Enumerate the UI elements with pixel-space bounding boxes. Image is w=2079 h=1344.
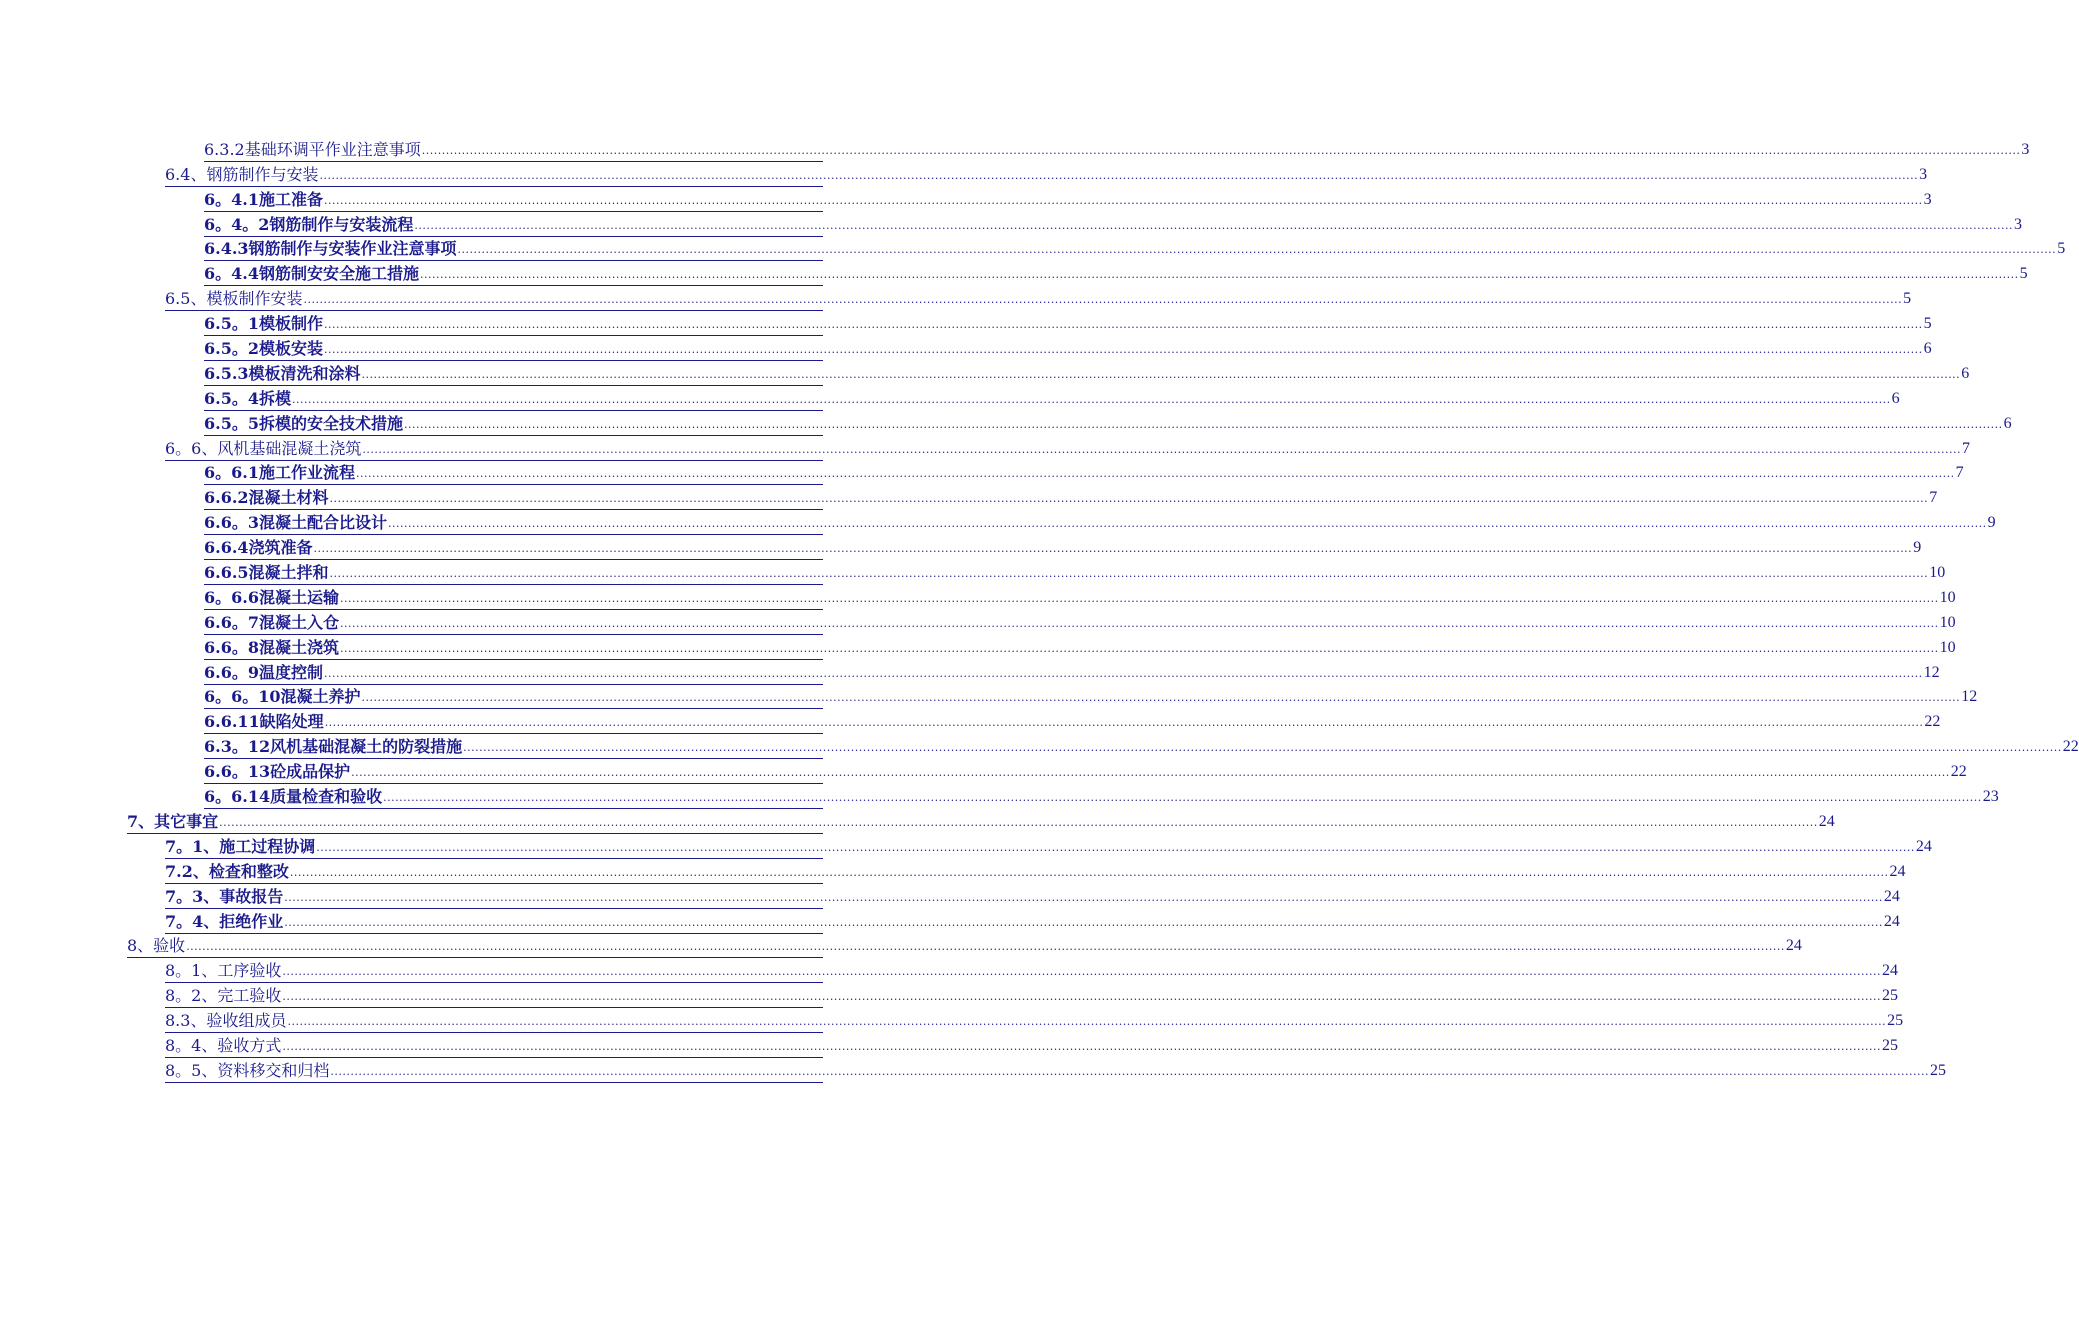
toc-entry[interactable] [165, 958, 1899, 983]
toc-entry-line [204, 762, 1967, 784]
toc-entry-page-number: 9 [1913, 539, 1922, 557]
toc-entry-title: 6.3。12风机基础混凝土的防裂措施 [204, 737, 463, 757]
toc-entry[interactable] [204, 660, 1940, 685]
toc-entry[interactable] [127, 809, 1835, 834]
toc-dot-leader: ................................................................................................................................................................................................................................................................................................................................................................................................................ [323, 666, 1923, 680]
toc-dot-leader: ................................................................................................................................................................................................................................................................................................................................................................................................................ [421, 143, 2021, 157]
toc-entry[interactable] [165, 884, 1900, 909]
toc-entry[interactable] [165, 1033, 1899, 1058]
toc-entry-page-number: 3 [1919, 165, 1928, 183]
toc-entry[interactable] [204, 411, 2012, 436]
toc-entry-page-number: 25 [1930, 1061, 1947, 1079]
toc-dot-leader: ................................................................................................................................................................................................................................................................................................................................................................................................................ [313, 542, 1913, 556]
toc-entry[interactable] [127, 934, 1802, 959]
table-of-contents [0, 137, 2079, 1083]
toc-dot-leader: ................................................................................................................................................................................................................................................................................................................................................................................................................ [339, 591, 1939, 605]
toc-entry-line [165, 961, 1899, 983]
toc-entry-page-number: 24 [1883, 912, 1900, 930]
toc-dot-leader: ................................................................................................................................................................................................................................................................................................................................................................................................................ [323, 318, 1923, 332]
toc-entry-title: 6。4。2钢筋制作与安装流程 [204, 214, 414, 234]
toc-dot-leader: ................................................................................................................................................................................................................................................................................................................................................................................................................ [414, 218, 2014, 232]
toc-entry[interactable] [165, 436, 1971, 461]
toc-entry-title: 6。6.14质量检查和验收 [204, 787, 383, 807]
toc-entry-page-number: 7 [1929, 489, 1938, 507]
toc-entry[interactable] [204, 386, 1900, 411]
toc-entry-page-number: 3 [2014, 215, 2023, 233]
toc-dot-leader: ................................................................................................................................................................................................................................................................................................................................................................................................................ [291, 392, 1891, 406]
toc-entry-title: 7。4、拒绝作业 [165, 911, 284, 931]
toc-entry-title: 7.2、检查和整改 [165, 861, 289, 881]
toc-dot-leader: ................................................................................................................................................................................................................................................................................................................................................................................................................ [329, 492, 1929, 506]
toc-entry-line [165, 1035, 1899, 1058]
toc-entry-line [204, 239, 2066, 261]
toc-entry[interactable] [165, 834, 1932, 859]
toc-entry-title: 8。4、验收方式 [165, 1035, 282, 1055]
toc-entry-line [204, 488, 1938, 510]
toc-entry-line [204, 687, 1978, 709]
toc-dot-leader: ................................................................................................................................................................................................................................................................................................................................................................................................................ [362, 442, 1962, 456]
toc-entry[interactable] [204, 187, 1932, 212]
toc-entry-page-number: 5 [2019, 265, 2028, 283]
toc-dot-leader: ................................................................................................................................................................................................................................................................................................................................................................................................................ [316, 840, 1915, 854]
toc-dot-leader: ................................................................................................................................................................................................................................................................................................................................................................................................................ [387, 517, 1987, 531]
toc-entry-title: 7。3、事故报告 [165, 886, 284, 906]
toc-entry-line [204, 712, 1941, 734]
toc-entry-title: 8、验收 [127, 936, 186, 956]
toc-dot-leader: ................................................................................................................................................................................................................................................................................................................................................................................................................ [284, 915, 1883, 929]
toc-entry-page-number: 9 [1987, 514, 1996, 532]
toc-dot-leader: ................................................................................................................................................................................................................................................................................................................................................................................................................ [361, 691, 1961, 705]
toc-entry-line [204, 388, 1900, 411]
toc-entry-line [204, 637, 1956, 660]
toc-dot-leader: ................................................................................................................................................................................................................................................................................................................................................................................................................ [361, 367, 1961, 381]
toc-dot-leader: ................................................................................................................................................................................................................................................................................................................................................................................................................ [330, 1064, 1930, 1078]
toc-entry-page-number: 3 [1923, 190, 1932, 208]
toc-entry-line [165, 986, 1899, 1008]
toc-entry-page-number: 12 [1923, 663, 1940, 681]
toc-entry-page-number: 22 [1924, 713, 1941, 731]
toc-entry-title: 6.6。9温度控制 [204, 662, 323, 682]
toc-entry[interactable] [204, 585, 1956, 610]
toc-entry-title: 8。2、完工验收 [165, 986, 282, 1006]
toc-entry[interactable] [204, 137, 2030, 162]
toc-entry-title: 6.6。13砼成品保护 [204, 762, 351, 782]
toc-dot-leader: ................................................................................................................................................................................................................................................................................................................................................................................................................ [383, 791, 1982, 805]
toc-entry-page-number: 6 [2003, 414, 2012, 432]
toc-entry-title: 8。5、资料移交和归档 [165, 1060, 330, 1080]
toc-entry-title: 6。4.1施工准备 [204, 189, 323, 209]
toc-entry-line [204, 787, 1999, 809]
toc-dot-leader: ................................................................................................................................................................................................................................................................................................................................................................................................................ [457, 243, 2057, 257]
toc-entry[interactable] [204, 461, 1964, 486]
toc-entry-page-number: 25 [1887, 1012, 1904, 1030]
toc-entry-title: 6.5、模板制作安装 [165, 289, 303, 309]
toc-entry-line [204, 737, 2079, 759]
toc-entry[interactable] [204, 685, 1978, 710]
toc-entry-title: 6.4、钢筋制作与安装 [165, 164, 319, 184]
toc-entry-page-number: 5 [1903, 290, 1912, 308]
toc-entry-page-number: 10 [1939, 588, 1956, 606]
toc-entry-page-number: 23 [1982, 788, 1999, 806]
toc-entry-line [165, 289, 1912, 311]
toc-entry-page-number: 25 [1882, 1036, 1899, 1054]
toc-dot-leader: ................................................................................................................................................................................................................................................................................................................................................................................................................ [219, 815, 1818, 829]
toc-entry-line [204, 413, 2012, 436]
toc-entry[interactable] [204, 635, 1956, 660]
toc-entry-page-number: 24 [1882, 962, 1899, 980]
toc-entry[interactable] [165, 909, 1900, 934]
toc-entry-title: 6.6。7混凝土入仓 [204, 612, 339, 632]
toc-entry-page-number: 24 [1883, 887, 1900, 905]
toc-entry-line [204, 189, 1932, 212]
toc-dot-leader: ................................................................................................................................................................................................................................................................................................................................................................................................................ [323, 343, 1923, 357]
toc-dot-leader: ................................................................................................................................................................................................................................................................................................................................................................................................................ [329, 567, 1929, 581]
toc-dot-leader: ................................................................................................................................................................................................................................................................................................................................................................................................................ [355, 467, 1955, 481]
toc-entry-page-number: 6 [1961, 364, 1970, 382]
toc-entry-line [204, 363, 1970, 386]
toc-entry-title: 7。1、施工过程协调 [165, 836, 316, 856]
toc-entry-page-number: 10 [1929, 564, 1946, 582]
toc-entry-page-number: 22 [2062, 738, 2079, 756]
toc-dot-leader: ................................................................................................................................................................................................................................................................................................................................................................................................................ [324, 716, 1924, 730]
toc-entry-page-number: 24 [1818, 812, 1835, 830]
toc-entry-line [165, 861, 1906, 884]
toc-dot-leader: ................................................................................................................................................................................................................................................................................................................................................................................................................ [419, 268, 2019, 282]
toc-entry-title: 6.5。1模板制作 [204, 314, 323, 334]
toc-entry-title: 6.5。5拆模的安全技术措施 [204, 413, 403, 433]
toc-entry[interactable] [204, 784, 1999, 809]
toc-entry-page-number: 6 [1923, 340, 1932, 358]
toc-dot-leader: ................................................................................................................................................................................................................................................................................................................................................................................................................ [339, 616, 1939, 630]
toc-entry-line [204, 264, 2028, 286]
toc-entry-title: 6.5。2模板安装 [204, 339, 323, 359]
toc-entry-line [165, 836, 1932, 859]
toc-entry-line [127, 936, 1802, 958]
toc-entry-title: 6.6.5混凝土拌和 [204, 563, 329, 583]
toc-dot-leader: ................................................................................................................................................................................................................................................................................................................................................................................................................ [319, 168, 1919, 182]
toc-entry-title: 6.3.2基础环调平作业注意事项 [204, 139, 421, 159]
toc-dot-leader: ................................................................................................................................................................................................................................................................................................................................................................................................................ [289, 865, 1889, 879]
toc-entry-line [204, 513, 1996, 535]
toc-dot-leader: ................................................................................................................................................................................................................................................................................................................................................................................................................ [351, 766, 1950, 780]
toc-dot-leader: ................................................................................................................................................................................................................................................................................................................................................................................................................ [303, 293, 1903, 307]
toc-entry-line [165, 164, 1928, 187]
toc-entry-title: 6.5.3模板清洗和涂料 [204, 363, 361, 383]
toc-entry[interactable] [165, 1058, 1947, 1083]
toc-entry-title: 6。4.4钢筋制安安全施工措施 [204, 264, 419, 284]
toc-entry-title: 6.5。4拆模 [204, 388, 291, 408]
toc-entry[interactable] [165, 859, 1906, 884]
toc-entry-title: 8。1、工序验收 [165, 961, 282, 981]
toc-entry[interactable] [204, 610, 1956, 635]
toc-entry-page-number: 24 [1889, 862, 1906, 880]
toc-dot-leader: ................................................................................................................................................................................................................................................................................................................................................................................................................ [323, 193, 1923, 207]
toc-entry-title: 6.6。8混凝土浇筑 [204, 637, 339, 657]
toc-entry[interactable] [204, 336, 1932, 361]
toc-entry[interactable] [204, 311, 1932, 336]
toc-entry-page-number: 7 [1955, 464, 1964, 482]
toc-entry-line [165, 438, 1971, 461]
toc-entry-title: 6。6、风机基础混凝土浇筑 [165, 438, 362, 458]
toc-entry-title: 6.6.11缺陷处理 [204, 712, 324, 732]
toc-entry-title: 6.6。3混凝土配合比设计 [204, 513, 387, 533]
toc-dot-leader: ................................................................................................................................................................................................................................................................................................................................................................................................................ [403, 417, 2003, 431]
toc-entry-line [165, 1060, 1947, 1083]
toc-entry-line [204, 339, 1932, 361]
toc-entry-page-number: 3 [2021, 140, 2030, 158]
toc-entry[interactable] [165, 983, 1899, 1008]
toc-entry-line [165, 886, 1900, 909]
toc-entry-line [204, 463, 1964, 485]
toc-entry[interactable] [165, 286, 1912, 311]
toc-entry[interactable] [204, 237, 2066, 262]
toc-entry[interactable] [165, 1008, 1904, 1033]
toc-entry-page-number: 5 [2057, 240, 2066, 258]
toc-entry-page-number: 22 [1950, 763, 1967, 781]
toc-entry[interactable] [204, 361, 1970, 386]
toc-entry-page-number: 24 [1785, 937, 1802, 955]
toc-entry-line [204, 587, 1956, 610]
toc-dot-leader: ................................................................................................................................................................................................................................................................................................................................................................................................................ [339, 641, 1939, 655]
toc-entry[interactable] [165, 162, 1928, 187]
toc-entry-page-number: 5 [1923, 315, 1932, 333]
toc-entry-title: 7、其它事宜 [127, 811, 219, 831]
toc-entry-line [165, 911, 1900, 934]
toc-dot-leader: ................................................................................................................................................................................................................................................................................................................................................................................................................ [287, 1015, 1887, 1029]
toc-entry-title: 6。6.6混凝土运输 [204, 587, 339, 607]
toc-entry-line [127, 811, 1835, 834]
toc-entry-page-number: 10 [1939, 613, 1956, 631]
toc-entry-title: 6.6.2混凝土材料 [204, 488, 329, 508]
toc-entry[interactable] [204, 709, 1941, 734]
toc-dot-leader: ................................................................................................................................................................................................................................................................................................................................................................................................................ [186, 940, 1785, 954]
toc-entry-line [204, 662, 1940, 685]
toc-entry-page-number: 24 [1915, 837, 1932, 855]
toc-entry[interactable] [204, 759, 1967, 784]
toc-dot-leader: ................................................................................................................................................................................................................................................................................................................................................................................................................ [282, 1039, 1882, 1053]
toc-entry-title: 6。6。10混凝土养护 [204, 687, 361, 707]
toc-entry[interactable] [204, 212, 2023, 237]
toc-entry[interactable] [204, 510, 1996, 535]
toc-entry-line [165, 1011, 1904, 1033]
toc-entry-line [204, 612, 1956, 635]
toc-entry-line [204, 563, 1946, 585]
toc-entry-title: 6.4.3钢筋制作与安装作业注意事项 [204, 239, 457, 259]
toc-entry-title: 8.3、验收组成员 [165, 1011, 287, 1031]
toc-entry-page-number: 25 [1882, 987, 1899, 1005]
toc-entry[interactable] [204, 485, 1938, 510]
toc-entry-page-number: 6 [1891, 389, 1900, 407]
toc-entry-title: 6.6.4浇筑准备 [204, 538, 313, 558]
toc-dot-leader: ................................................................................................................................................................................................................................................................................................................................................................................................................ [463, 741, 2062, 755]
toc-entry-page-number: 10 [1939, 638, 1956, 656]
toc-entry-line [204, 538, 1922, 560]
toc-entry-page-number: 7 [1962, 439, 1971, 457]
toc-entry[interactable] [204, 734, 2079, 759]
toc-entry[interactable] [204, 261, 2028, 286]
toc-entry[interactable] [204, 535, 1922, 560]
toc-entry-page-number: 12 [1961, 688, 1978, 706]
toc-entry-line [204, 314, 1932, 336]
toc-dot-leader: ................................................................................................................................................................................................................................................................................................................................................................................................................ [282, 965, 1882, 979]
toc-dot-leader: ................................................................................................................................................................................................................................................................................................................................................................................................................ [282, 990, 1882, 1004]
toc-entry-title: 6。6.1施工作业流程 [204, 463, 355, 483]
toc-dot-leader: ................................................................................................................................................................................................................................................................................................................................................................................................................ [284, 890, 1883, 904]
toc-entry-line [204, 139, 2030, 162]
toc-entry[interactable] [204, 560, 1946, 585]
toc-entry-line [204, 214, 2023, 237]
